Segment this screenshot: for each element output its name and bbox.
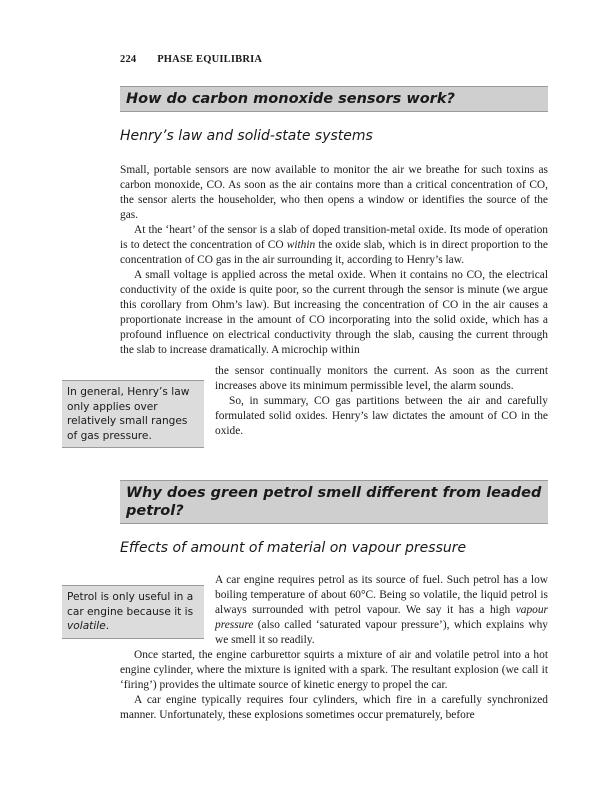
section2-subheading: Effects of amount of material on vapour pressure (120, 540, 467, 556)
section1-heading: How do carbon monoxide sensors work? (120, 86, 548, 112)
emphasis: vapour pressure (215, 604, 548, 631)
section1-subheading: Henry’s law and solid-state systems (120, 128, 373, 144)
section2-body-narrow (215, 573, 548, 648)
page-number: 224 (120, 54, 137, 65)
section1-paragraph: A small voltage is applied across the metal oxide. When it contains no CO, the electrical conductivity of the oxide is quite poor, so the current through the sensor is minute (we argue this corollary from Ohm’s law). But increasing the concentration of CO in the air causes a proportionate increase in the amount of CO incorporating into the solid oxide, which has a profound influence on electrical conductivity through the slab, causing the current through the slab to increase dramatically. A microchip within (120, 269, 548, 356)
text-run: (also called ‘saturated vapour pressure’), which explains why we smell it so readily. (215, 619, 548, 646)
emphasis: within (286, 239, 316, 251)
section2-paragraph: A car engine typically requires four cylinders, which fire in a carefully synchronized manner. Unfortunately, these explosions sometimes occur prematurely, before (120, 694, 548, 721)
text-run: . (105, 620, 110, 633)
emphasis: volatile (67, 620, 106, 633)
text-run: the oxide slab, which is in direct proportion to the concentration of CO gas in the air surrounding it, according to Henry’s law. (120, 239, 548, 266)
section1-paragraph: So, in summary, CO gas partitions between the air and carefully formulated solid oxides. Henry’s law dictates the amount of CO in the oxide. (215, 395, 548, 437)
section1-paragraph (120, 223, 548, 268)
section2-body (120, 648, 548, 723)
section1-body (120, 163, 548, 358)
running-head (120, 54, 262, 65)
running-title: PHASE EQUILIBRIA (157, 54, 263, 65)
section1-body-narrow (215, 364, 548, 439)
section2-heading: Why does green petrol smell different from leaded petrol? (120, 480, 548, 524)
section2-paragraph: Once started, the engine carburettor squirts a mixture of air and volatile petrol into a hot engine cylinder, where the mixture is ignited with a spark. The resultant explosion (we call it ‘firing’) provides the ultimate source of kinetic energy to propel the car. (120, 649, 548, 691)
section2-paragraph (215, 573, 548, 648)
text-run: Petrol is only useful in a car engine because it is (67, 591, 194, 618)
sidenote-henrys-law: In general, Henry’s law only applies over relatively small ranges of gas pressure. (62, 380, 204, 448)
text-run: At the ‘heart’ of the sensor is a slab of doped transition-metal oxide. Its mode of operation is to detect the concentration of CO (120, 224, 548, 251)
section1-paragraph-cont: the sensor continually monitors the current. As soon as the current increases above its minimum permissible level, the alarm sounds. (215, 365, 548, 392)
text-run: A car engine requires petrol as its source of fuel. Such petrol has a low boiling temperature of about 60°C. Being so volatile, the liquid petrol is always surrounded with petrol vapour. We say it has a high (215, 574, 548, 616)
section1-paragraph: Small, portable sensors are now available to monitor the air we breathe for such toxins as carbon monoxide, CO. As soon as the air contains more than a critical concentration of CO, the sensor alerts the householder, who then opens a window or identifies the source of the gas. (120, 164, 548, 221)
sidenote-petrol-volatile (62, 585, 204, 639)
